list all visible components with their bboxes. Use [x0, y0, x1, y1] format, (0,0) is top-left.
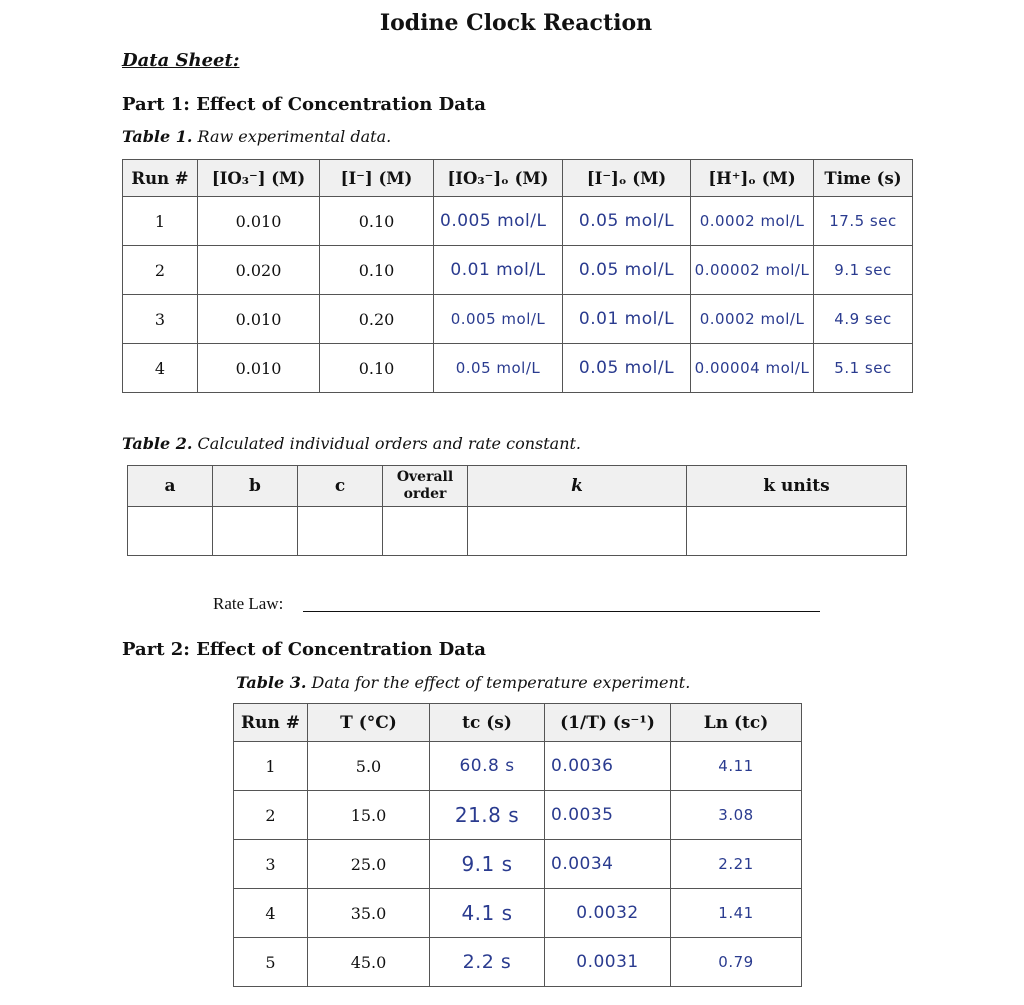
cell-overall-order-input[interactable] — [383, 507, 468, 556]
cell-ln-tc: 2.21 — [671, 840, 802, 889]
cell-i-initial: 0.05 mol/L — [563, 197, 691, 246]
cell-h-initial: 0.0002 mol/L — [691, 197, 814, 246]
table1-caption-text: Raw experimental data. — [192, 127, 392, 146]
page-title: Iodine Clock Reaction — [379, 10, 653, 36]
column-header: Run # — [234, 704, 308, 742]
column-header: [IO₃⁻]ₒ (M) — [434, 160, 563, 197]
table-row — [234, 791, 802, 840]
cell-inv-t: 0.0035 — [545, 791, 671, 840]
table1-caption-label: Table 1. — [122, 127, 193, 146]
table3-caption — [236, 673, 690, 692]
column-header: [I⁻] (M) — [320, 160, 434, 197]
cell-run: 2 — [234, 791, 308, 840]
cell-time: 5.1 sec — [814, 344, 913, 393]
column-header-c: c — [298, 466, 383, 507]
cell-ln-tc: 4.11 — [671, 742, 802, 791]
cell-time: 4.9 sec — [814, 295, 913, 344]
cell-i-initial: 0.05 mol/L — [563, 344, 691, 393]
column-header: Run # — [123, 160, 198, 197]
table-row — [234, 938, 802, 987]
cell-io3: 0.010 — [198, 344, 320, 393]
table-header-row — [128, 466, 907, 507]
cell-i: 0.10 — [320, 246, 434, 295]
cell-temp: 25.0 — [308, 840, 430, 889]
cell-io3: 0.010 — [198, 295, 320, 344]
cell-i: 0.10 — [320, 197, 434, 246]
table1-raw-data — [122, 159, 913, 393]
table-row — [123, 246, 913, 295]
table-row — [123, 197, 913, 246]
column-header-overall-order: Overall order — [383, 466, 468, 507]
table-row — [234, 840, 802, 889]
cell-h-initial: 0.00004 mol/L — [691, 344, 814, 393]
table3-caption-label: Table 3. — [236, 673, 307, 692]
cell-run: 5 — [234, 938, 308, 987]
cell-k-units-input[interactable] — [687, 507, 907, 556]
cell-ln-tc: 0.79 — [671, 938, 802, 987]
cell-c-input[interactable] — [298, 507, 383, 556]
cell-inv-t: 0.0036 — [545, 742, 671, 791]
table2-caption-text: Calculated individual orders and rate constant. — [192, 434, 582, 453]
table2-caption — [122, 434, 581, 453]
data-sheet-label: Data Sheet: — [122, 50, 240, 71]
cell-i: 0.10 — [320, 344, 434, 393]
cell-run: 3 — [234, 840, 308, 889]
cell-io3: 0.010 — [198, 197, 320, 246]
cell-time: 9.1 sec — [814, 246, 913, 295]
table3-caption-text: Data for the effect of temperature experiment. — [306, 673, 691, 692]
cell-a-input[interactable] — [128, 507, 213, 556]
cell-ln-tc: 1.41 — [671, 889, 802, 938]
cell-temp: 5.0 — [308, 742, 430, 791]
cell-run: 4 — [234, 889, 308, 938]
cell-run: 4 — [123, 344, 198, 393]
cell-i-initial: 0.05 mol/L — [563, 246, 691, 295]
cell-io3-initial: 0.05 mol/L — [434, 344, 563, 393]
column-header-b: b — [213, 466, 298, 507]
column-header-k: k — [468, 466, 687, 507]
table3-temperature-data — [233, 703, 802, 987]
cell-inv-t: 0.0031 — [545, 938, 671, 987]
cell-tc: 9.1 s — [430, 840, 545, 889]
column-header: [IO₃⁻] (M) — [198, 160, 320, 197]
column-header: [I⁻]ₒ (M) — [563, 160, 691, 197]
cell-k-input[interactable] — [468, 507, 687, 556]
cell-temp: 15.0 — [308, 791, 430, 840]
cell-h-initial: 0.0002 mol/L — [691, 295, 814, 344]
cell-tc: 60.8 s — [430, 742, 545, 791]
cell-i-initial: 0.01 mol/L — [563, 295, 691, 344]
table1-caption — [122, 127, 391, 146]
table-row — [234, 742, 802, 791]
column-header: (1/T) (s⁻¹) — [545, 704, 671, 742]
part1-heading: Part 1: Effect of Concentration Data — [122, 94, 486, 115]
column-header: T (°C) — [308, 704, 430, 742]
cell-time: 17.5 sec — [814, 197, 913, 246]
table-header-row — [123, 160, 913, 197]
column-header-a: a — [128, 466, 213, 507]
cell-b-input[interactable] — [213, 507, 298, 556]
cell-temp: 45.0 — [308, 938, 430, 987]
rate-law-blank-line[interactable] — [303, 611, 820, 612]
cell-tc: 21.8 s — [430, 791, 545, 840]
table2-caption-label: Table 2. — [122, 434, 193, 453]
column-header-k-units: k units — [687, 466, 907, 507]
cell-i: 0.20 — [320, 295, 434, 344]
cell-ln-tc: 3.08 — [671, 791, 802, 840]
part2-heading: Part 2: Effect of Concentration Data — [122, 639, 486, 660]
cell-io3-initial: 0.005 mol/L — [434, 197, 563, 246]
cell-tc: 2.2 s — [430, 938, 545, 987]
cell-run: 3 — [123, 295, 198, 344]
cell-tc: 4.1 s — [430, 889, 545, 938]
table2-orders — [127, 465, 907, 556]
table-row — [128, 507, 907, 556]
column-header: Time (s) — [814, 160, 913, 197]
cell-run: 2 — [123, 246, 198, 295]
cell-inv-t: 0.0034 — [545, 840, 671, 889]
table-row — [123, 344, 913, 393]
table-row — [234, 889, 802, 938]
cell-h-initial: 0.00002 mol/L — [691, 246, 814, 295]
cell-inv-t: 0.0032 — [545, 889, 671, 938]
column-header: tc (s) — [430, 704, 545, 742]
cell-io3: 0.020 — [198, 246, 320, 295]
cell-run: 1 — [123, 197, 198, 246]
cell-temp: 35.0 — [308, 889, 430, 938]
rate-law-label: Rate Law: — [213, 594, 284, 613]
column-header: [H⁺]ₒ (M) — [691, 160, 814, 197]
cell-run: 1 — [234, 742, 308, 791]
cell-io3-initial: 0.01 mol/L — [434, 246, 563, 295]
table-header-row — [234, 704, 802, 742]
table-row — [123, 295, 913, 344]
column-header: Ln (tc) — [671, 704, 802, 742]
cell-io3-initial: 0.005 mol/L — [434, 295, 563, 344]
